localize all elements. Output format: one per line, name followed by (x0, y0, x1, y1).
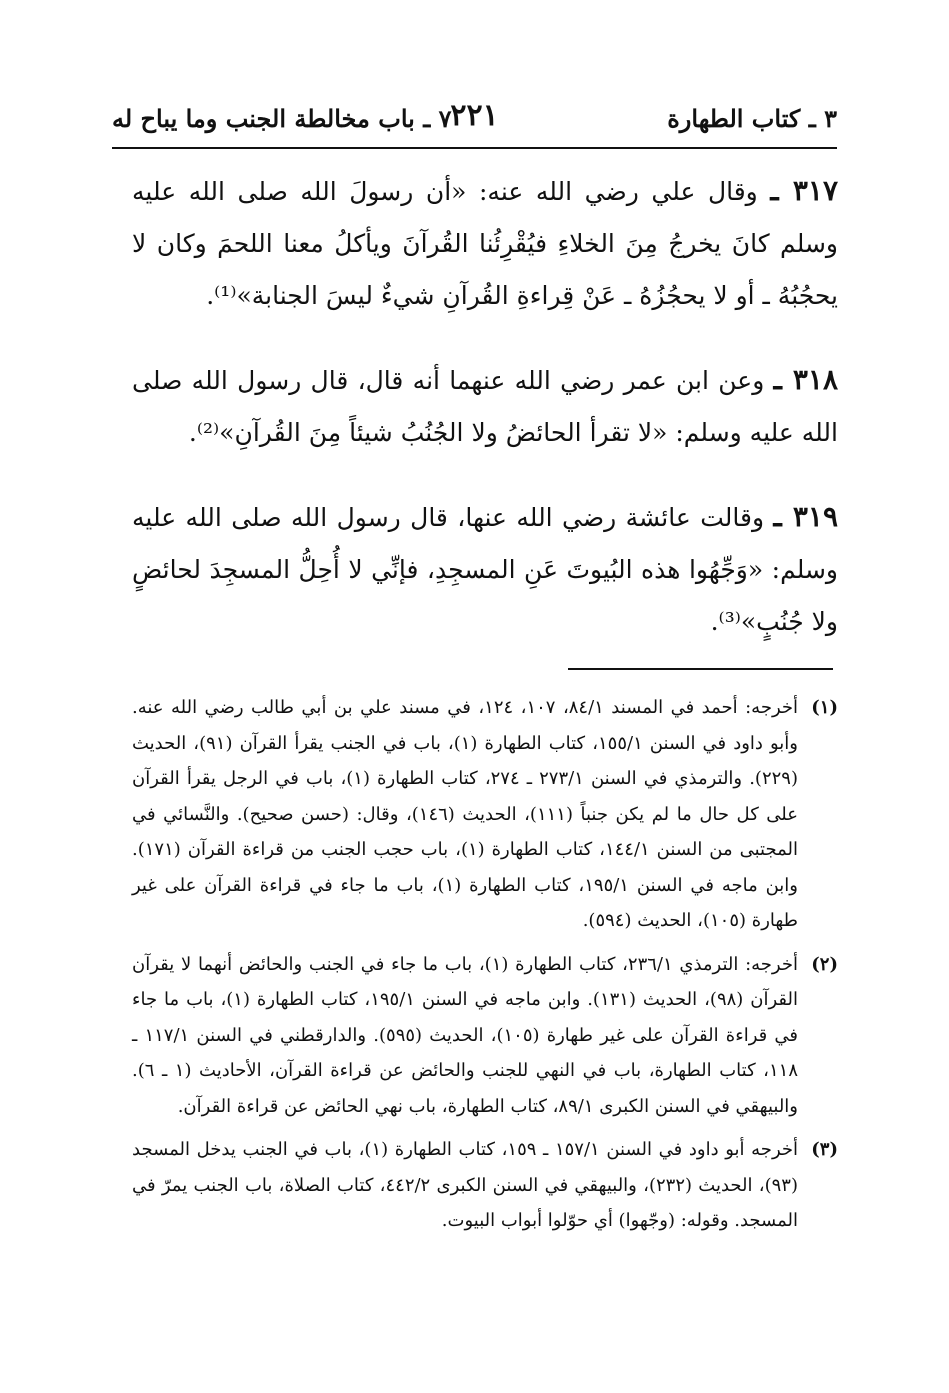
hadith-number: ٣١٩ ـ (773, 500, 838, 533)
hadith-number: ٣١٨ ـ (773, 363, 838, 396)
section-title: ٧ ـ باب مخالطة الجنب وما يباح له (112, 104, 452, 133)
footnote-number: (١) (811, 697, 838, 718)
header-divider (112, 147, 837, 149)
footnote-3 (132, 1132, 838, 1239)
hadith-text: وقال علي رضي الله عنه: «أن رسولَ الله صلى الله عليه وسلم كانَ يخرجُ مِنَ الخلاءِ فيُقْرِئُنا القُرآنَ ويأكلُ معنا اللحمَ وكان لا يحجُبُهُ ـ أو لا يحجُزُهُ ـ عَنْ قِراءةِ القُرآنِ شيءٌ ليسَ الجنابة»⁽¹⁾. (132, 177, 838, 310)
main-text (132, 165, 838, 680)
footnote-text: أخرجه أبو داود في السنن ١٥٧/١ ـ ١٥٩، كتاب الطهارة (١)، باب في الجنب يدخل المسجد (٩٣)، الحديث (٢٣٢)، والبيهقي في السنن الكبرى ٤٤٢/٢، كتاب الصلاة، باب الجنب يمرّ في المسجد. وقوله: (وجّهوا) أي حوّلوا أبواب البيوت. (132, 1139, 798, 1231)
footnotes (132, 690, 838, 1247)
footnote-divider (568, 668, 833, 670)
hadith-number: ٣١٧ ـ (770, 174, 838, 207)
footnote-1 (132, 690, 838, 939)
hadith-317 (132, 165, 838, 322)
hadith-text: وعن ابن عمر رضي الله عنهما أنه قال، قال رسول الله صلى الله عليه وسلم: «لا تقرأ الحائضُ ولا الجُنُبُ شيئاً مِنَ القُرآنِ»⁽²⁾. (132, 366, 838, 447)
chapter-title: ٣ ـ كتاب الطهارة (667, 104, 837, 133)
hadith-text: وقالت عائشة رضي الله عنها، قال رسول الله صلى الله عليه وسلم: «وَجِّهُوا هذه البُيوتَ عَنِ المسجِدِ، فإنِّي لا أُحِلُّ المسجِدَ لحائضٍ ولا جُنُبٍ»⁽³⁾. (132, 503, 838, 636)
page-number: ٢٢١ (450, 98, 499, 133)
footnote-number: (٢) (811, 953, 838, 975)
footnote-text: أخرجه: الترمذي ٢٣٦/١، كتاب الطهارة (١)، باب ما جاء في الجنب والحائض أنهما لا يقرآن القرآن (٩٨)، الحديث (١٣١). وابن ماجه في السنن ١٩٥/١، كتاب الطهارة (١)، باب ما جاء في قراءة القرآن على غير طهارة (١٠٥)، الحديث (٥٩٥). والدارقطني في السنن ١١٧/١ ـ ١١٨، كتاب الطهارة، باب في النهي للجنب والحائض عن قراءة القرآن، الأحاديث (١ ـ ٦). والبيهقي في السنن الكبرى ٨٩/١، كتاب الطهارة، باب نهي الحائض عن قراءة القرآن. (132, 953, 799, 1117)
running-header (112, 98, 837, 144)
hadith-319 (132, 491, 838, 648)
footnote-2 (132, 947, 838, 1125)
hadith-318 (132, 354, 838, 459)
footnote-number: (٣) (811, 1139, 838, 1160)
footnote-text: أخرجه: أحمد في المسند ٨٤/١، ١٠٧، ١٢٤، في مسند علي بن أبي طالب رضي الله عنه. وأبو داود في السنن ١٥٥/١، كتاب الطهارة (١)، باب في الجنب يقرأ القرآن (٩١)، الحديث (٢٢٩). والترمذي في السنن ٢٧٣/١ ـ ٢٧٤، كتاب الطهارة (١)، باب في الرجل يقرأ القرآن على كل حال ما لم يكن جنباً (١١١)، الحديث (١٤٦)، وقال: (حسن صحيح). والنَّسائي في المجتبى من السنن ١٤٤/١، كتاب الطهارة (١)، باب حجب الجنب من قراءة القرآن (١٧١). وابن ماجه في السنن ١٩٥/١، كتاب الطهارة (١)، باب ما جاء في قراءة القرآن على غير طهارة (١٠٥)، الحديث (٥٩٤). (132, 697, 799, 931)
